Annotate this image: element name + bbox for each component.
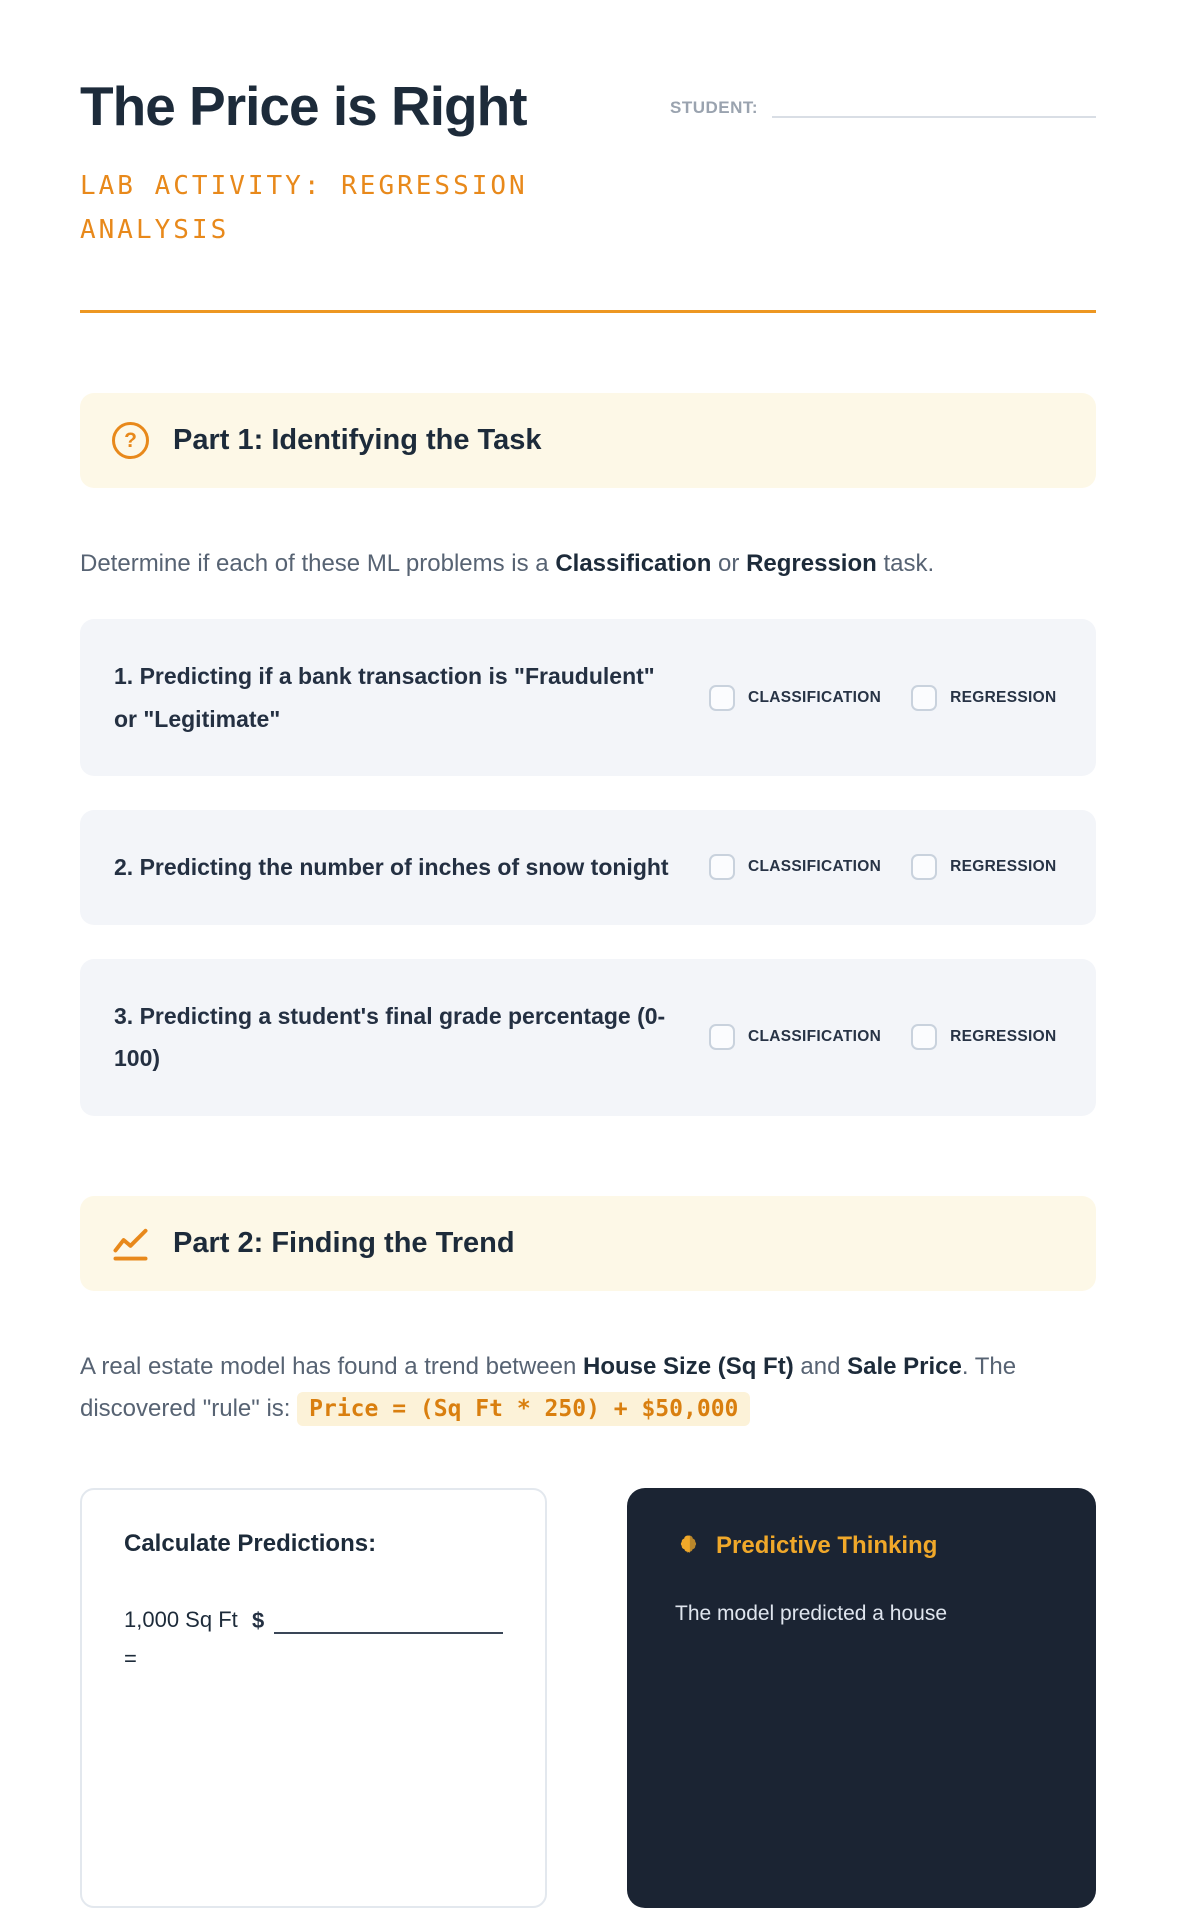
page-title: The Price is Right bbox=[80, 75, 527, 137]
classification-label: CLASSIFICATION bbox=[748, 688, 882, 706]
part1-intro-or: or bbox=[711, 550, 747, 578]
lab-activity-subtitle: LAB ACTIVITY: REGRESSION ANALYSIS bbox=[80, 170, 528, 245]
classification-label: CLASSIFICATION bbox=[748, 1028, 882, 1046]
student-name-input[interactable] bbox=[772, 92, 1096, 118]
question-text: 2. Predicting the number of inches of snow tonight bbox=[114, 854, 669, 881]
part2-header bbox=[80, 1196, 1096, 1291]
part1-intro-text: Determine if each of these ML problems is a bbox=[80, 550, 556, 578]
regression-label: REGRESSION bbox=[950, 858, 1057, 876]
part2-intro-text: A real estate model has found a trend between bbox=[80, 1352, 584, 1380]
calc-card-heading: Calculate Predictions: bbox=[124, 1529, 377, 1557]
part1-heading: Part 1: Identifying the Task bbox=[173, 424, 542, 457]
predictive-thinking-text: The model predicted a house bbox=[675, 1601, 948, 1625]
part2-intro bbox=[80, 1346, 1096, 1430]
header-title-block bbox=[80, 75, 670, 252]
calculate-predictions-card bbox=[80, 1488, 547, 1908]
classification-option[interactable] bbox=[709, 854, 881, 880]
classification-checkbox[interactable] bbox=[709, 685, 735, 711]
predictive-thinking-heading: Predictive Thinking bbox=[716, 1531, 938, 1559]
regression-checkbox[interactable] bbox=[911, 854, 937, 880]
regression-option[interactable] bbox=[911, 685, 1056, 711]
classification-option[interactable] bbox=[709, 685, 881, 711]
part2-intro-rule: . The discovered "rule" is: bbox=[80, 1352, 1017, 1422]
part1-intro-end: task. bbox=[876, 550, 935, 578]
predictive-thinking-card bbox=[627, 1488, 1096, 1908]
part1-header bbox=[80, 393, 1096, 488]
house-size-term: House Size (Sq Ft) bbox=[583, 1352, 794, 1380]
regression-option[interactable] bbox=[911, 854, 1056, 880]
classification-term: Classification bbox=[555, 550, 712, 578]
question-options bbox=[709, 685, 1056, 711]
header bbox=[80, 75, 1096, 252]
regression-formula: Price = (Sq Ft * 250) + $50,000 bbox=[297, 1392, 750, 1426]
question-row-1 bbox=[80, 619, 1096, 776]
section-divider bbox=[80, 310, 1096, 313]
currency-symbol: $ bbox=[252, 1607, 265, 1633]
part2-heading: Part 2: Finding the Trend bbox=[173, 1226, 515, 1259]
regression-term: Regression bbox=[746, 550, 877, 578]
line-chart-icon bbox=[112, 1225, 149, 1262]
regression-label: REGRESSION bbox=[950, 1028, 1057, 1046]
question-options bbox=[709, 854, 1056, 880]
student-label: STUDENT: bbox=[670, 98, 759, 117]
classification-checkbox[interactable] bbox=[709, 1024, 735, 1050]
part2-intro-and: and bbox=[793, 1352, 848, 1380]
question-text: 3. Predicting a student's final grade percentage (0-100) bbox=[114, 1002, 666, 1072]
regression-option[interactable] bbox=[911, 1024, 1056, 1050]
classification-checkbox[interactable] bbox=[709, 854, 735, 880]
question-text: 1. Predicting if a bank transaction is "Fraudulent" or "Legitimate" bbox=[114, 663, 655, 732]
brain-icon bbox=[675, 1532, 702, 1559]
calc-row-label: 1,000 Sq Ft = bbox=[124, 1606, 238, 1672]
question-row-2 bbox=[80, 810, 1096, 925]
worksheet-page bbox=[80, 0, 1096, 1908]
calc-row-1000sqft bbox=[124, 1600, 503, 1679]
part2-cards bbox=[80, 1488, 1096, 1908]
question-circle-icon: ? bbox=[112, 422, 149, 459]
regression-label: REGRESSION bbox=[950, 688, 1057, 706]
regression-checkbox[interactable] bbox=[911, 1024, 937, 1050]
question-row-3 bbox=[80, 959, 1096, 1116]
predictive-thinking-header bbox=[675, 1532, 1048, 1560]
prediction-answer-blank[interactable] bbox=[274, 1600, 503, 1634]
sale-price-term: Sale Price bbox=[847, 1352, 962, 1380]
classification-label: CLASSIFICATION bbox=[748, 858, 882, 876]
regression-checkbox[interactable] bbox=[911, 685, 937, 711]
question-options bbox=[709, 1024, 1056, 1050]
part1-intro bbox=[80, 543, 1096, 585]
classification-option[interactable] bbox=[709, 1024, 881, 1050]
student-name-row bbox=[670, 92, 1096, 118]
